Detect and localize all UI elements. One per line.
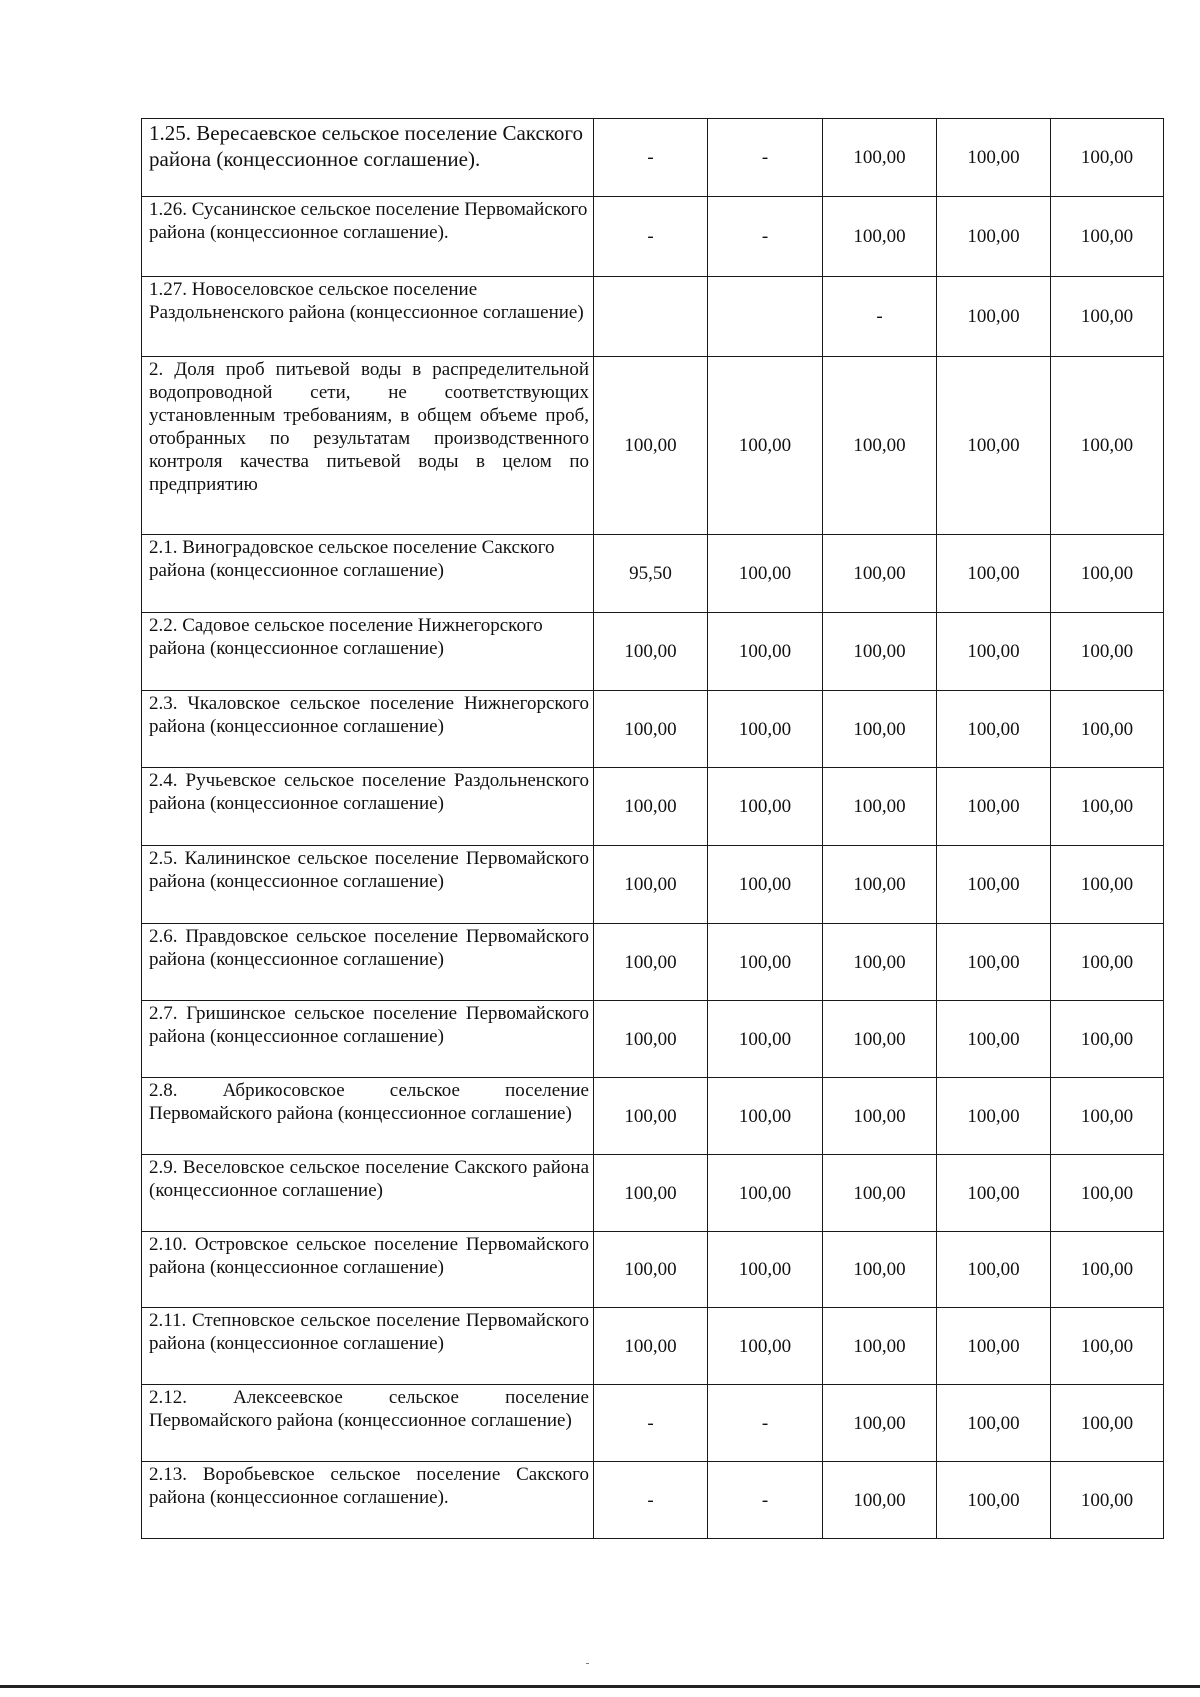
value-cell-col-4: 100,00 <box>937 691 1051 768</box>
table-row <box>142 357 1164 535</box>
value-cell-col-4: 100,00 <box>937 924 1051 1001</box>
value-cell-col-3: - <box>823 277 937 357</box>
table-row <box>142 1155 1164 1232</box>
value-cell-col-1: 100,00 <box>594 613 708 691</box>
row-label-cell: 1.25. Вересаевское сельское поселение Сакского района (концессионное соглашение). <box>142 119 594 197</box>
row-label-cell: 2.8. Абрикосовское сельское поселение Первомайского района (концессионное соглашение) <box>142 1078 594 1155</box>
value-cell-col-3: 100,00 <box>823 197 937 277</box>
table-row <box>142 277 1164 357</box>
value-cell-col-4: 100,00 <box>937 1078 1051 1155</box>
row-label-cell: 2.1. Виноградовское сельское поселение Сакского района (концессионное соглашение) <box>142 535 594 613</box>
scan-speck <box>586 1663 589 1664</box>
table-row <box>142 1308 1164 1385</box>
value-cell-col-2: 100,00 <box>708 357 823 535</box>
value-cell-col-3: 100,00 <box>823 119 937 197</box>
value-cell-col-2: 100,00 <box>708 613 823 691</box>
value-cell-col-3: 100,00 <box>823 1308 937 1385</box>
row-label-cell: 2.4. Ручьевское сельское поселение Раздольненского района (концессионное соглашение) <box>142 768 594 846</box>
value-cell-col-5: 100,00 <box>1051 846 1164 924</box>
value-cell-col-5: 100,00 <box>1051 1078 1164 1155</box>
value-cell-col-5: 100,00 <box>1051 1385 1164 1462</box>
value-cell-col-3: 100,00 <box>823 535 937 613</box>
value-cell-col-2: - <box>708 197 823 277</box>
value-cell-col-2: - <box>708 1462 823 1539</box>
row-label-cell: 2.12. Алексеевское сельское поселение Первомайского района (концессионное соглашение) <box>142 1385 594 1462</box>
value-cell-col-1: 100,00 <box>594 691 708 768</box>
value-cell-col-4: 100,00 <box>937 768 1051 846</box>
row-label-cell: 2.3. Чкаловское сельское поселение Нижнегорского района (концессионное соглашение) <box>142 691 594 768</box>
value-cell-col-5: 100,00 <box>1051 613 1164 691</box>
row-label-cell: 1.27. Новоселовское сельское поселение Раздольненского района (концессионное соглашение) <box>142 277 594 357</box>
value-cell-col-4: 100,00 <box>937 197 1051 277</box>
value-cell-col-5: 100,00 <box>1051 197 1164 277</box>
value-cell-col-3: 100,00 <box>823 613 937 691</box>
value-cell-col-1: 100,00 <box>594 1078 708 1155</box>
value-cell-col-3: 100,00 <box>823 691 937 768</box>
value-cell-col-1: - <box>594 1385 708 1462</box>
value-cell-col-2: 100,00 <box>708 924 823 1001</box>
table-row <box>142 691 1164 768</box>
value-cell-col-1: 100,00 <box>594 1232 708 1308</box>
value-cell-col-5: 100,00 <box>1051 1001 1164 1078</box>
value-cell-col-1: 95,50 <box>594 535 708 613</box>
value-cell-col-2: - <box>708 1385 823 1462</box>
table-row <box>142 119 1164 197</box>
value-cell-col-5: 100,00 <box>1051 277 1164 357</box>
value-cell-col-4: 100,00 <box>937 1462 1051 1539</box>
value-cell-col-5: 100,00 <box>1051 535 1164 613</box>
value-cell-col-1: 100,00 <box>594 924 708 1001</box>
value-cell-col-4: 100,00 <box>937 846 1051 924</box>
value-cell-col-4: 100,00 <box>937 277 1051 357</box>
table-row <box>142 924 1164 1001</box>
value-cell-col-4: 100,00 <box>937 1232 1051 1308</box>
value-cell-col-2: 100,00 <box>708 1001 823 1078</box>
value-cell-col-2: 100,00 <box>708 1078 823 1155</box>
value-cell-col-2: - <box>708 119 823 197</box>
value-cell-col-1: 100,00 <box>594 1155 708 1232</box>
value-cell-col-2 <box>708 277 823 357</box>
table-body <box>142 119 1164 1539</box>
value-cell-col-2: 100,00 <box>708 691 823 768</box>
value-cell-col-3: 100,00 <box>823 1232 937 1308</box>
value-cell-col-3: 100,00 <box>823 1462 937 1539</box>
value-cell-col-4: 100,00 <box>937 1001 1051 1078</box>
value-cell-col-3: 100,00 <box>823 1001 937 1078</box>
value-cell-col-2: 100,00 <box>708 846 823 924</box>
value-cell-col-1: 100,00 <box>594 1001 708 1078</box>
row-label-cell: 2.10. Островское сельское поселение Первомайского района (концессионное соглашение) <box>142 1232 594 1308</box>
value-cell-col-1: - <box>594 1462 708 1539</box>
table-row <box>142 1001 1164 1078</box>
value-cell-col-4: 100,00 <box>937 613 1051 691</box>
value-cell-col-3: 100,00 <box>823 357 937 535</box>
value-cell-col-5: 100,00 <box>1051 1232 1164 1308</box>
table-row <box>142 613 1164 691</box>
value-cell-col-3: 100,00 <box>823 1078 937 1155</box>
row-label-cell: 1.26. Сусанинское сельское поселение Первомайского района (концессионное соглашение). <box>142 197 594 277</box>
value-cell-col-1: 100,00 <box>594 357 708 535</box>
value-cell-col-2: 100,00 <box>708 768 823 846</box>
value-cell-col-5: 100,00 <box>1051 119 1164 197</box>
row-label-cell: 2.2. Садовое сельское поселение Нижнегорского района (концессионное соглашение) <box>142 613 594 691</box>
value-cell-col-5: 100,00 <box>1051 768 1164 846</box>
value-cell-col-1: - <box>594 197 708 277</box>
table-row <box>142 1078 1164 1155</box>
table-row <box>142 535 1164 613</box>
value-cell-col-3: 100,00 <box>823 924 937 1001</box>
table-row <box>142 1462 1164 1539</box>
row-label-cell: 2.5. Калининское сельское поселение Первомайского района (концессионное соглашение) <box>142 846 594 924</box>
value-cell-col-5: 100,00 <box>1051 1308 1164 1385</box>
indicator-table <box>141 118 1164 1539</box>
value-cell-col-1: 100,00 <box>594 1308 708 1385</box>
scan-edge-line <box>0 1685 1200 1688</box>
value-cell-col-4: 100,00 <box>937 535 1051 613</box>
row-label-cell: 2. Доля проб питьевой воды в распределительной водопроводной сети, не соответствующих установленным требованиям, в общем объеме проб, отобранных по результатам производственного контроля качества питьевой воды в целом по предприятию <box>142 357 594 535</box>
value-cell-col-1 <box>594 277 708 357</box>
value-cell-col-3: 100,00 <box>823 1155 937 1232</box>
table-row <box>142 1232 1164 1308</box>
row-label-cell: 2.6. Правдовское сельское поселение Первомайского района (концессионное соглашение) <box>142 924 594 1001</box>
value-cell-col-4: 100,00 <box>937 119 1051 197</box>
value-cell-col-4: 100,00 <box>937 1155 1051 1232</box>
value-cell-col-3: 100,00 <box>823 768 937 846</box>
value-cell-col-4: 100,00 <box>937 1308 1051 1385</box>
value-cell-col-5: 100,00 <box>1051 924 1164 1001</box>
value-cell-col-2: 100,00 <box>708 1155 823 1232</box>
row-label-cell: 2.11. Степновское сельское поселение Первомайского района (концессионное соглашение) <box>142 1308 594 1385</box>
value-cell-col-5: 100,00 <box>1051 1462 1164 1539</box>
value-cell-col-2: 100,00 <box>708 1232 823 1308</box>
value-cell-col-4: 100,00 <box>937 1385 1051 1462</box>
value-cell-col-3: 100,00 <box>823 846 937 924</box>
value-cell-col-2: 100,00 <box>708 535 823 613</box>
value-cell-col-5: 100,00 <box>1051 691 1164 768</box>
value-cell-col-1: 100,00 <box>594 846 708 924</box>
value-cell-col-1: 100,00 <box>594 768 708 846</box>
row-label-cell: 2.13. Воробьевское сельское поселение Сакского района (концессионное соглашение). <box>142 1462 594 1539</box>
table-row <box>142 1385 1164 1462</box>
table-row <box>142 768 1164 846</box>
value-cell-col-3: 100,00 <box>823 1385 937 1462</box>
value-cell-col-5: 100,00 <box>1051 357 1164 535</box>
table-row <box>142 846 1164 924</box>
row-label-cell: 2.7. Гришинское сельское поселение Первомайского района (концессионное соглашение) <box>142 1001 594 1078</box>
row-label-cell: 2.9. Веселовское сельское поселение Сакского района (концессионное соглашение) <box>142 1155 594 1232</box>
value-cell-col-2: 100,00 <box>708 1308 823 1385</box>
value-cell-col-1: - <box>594 119 708 197</box>
value-cell-col-5: 100,00 <box>1051 1155 1164 1232</box>
table-row <box>142 197 1164 277</box>
value-cell-col-4: 100,00 <box>937 357 1051 535</box>
